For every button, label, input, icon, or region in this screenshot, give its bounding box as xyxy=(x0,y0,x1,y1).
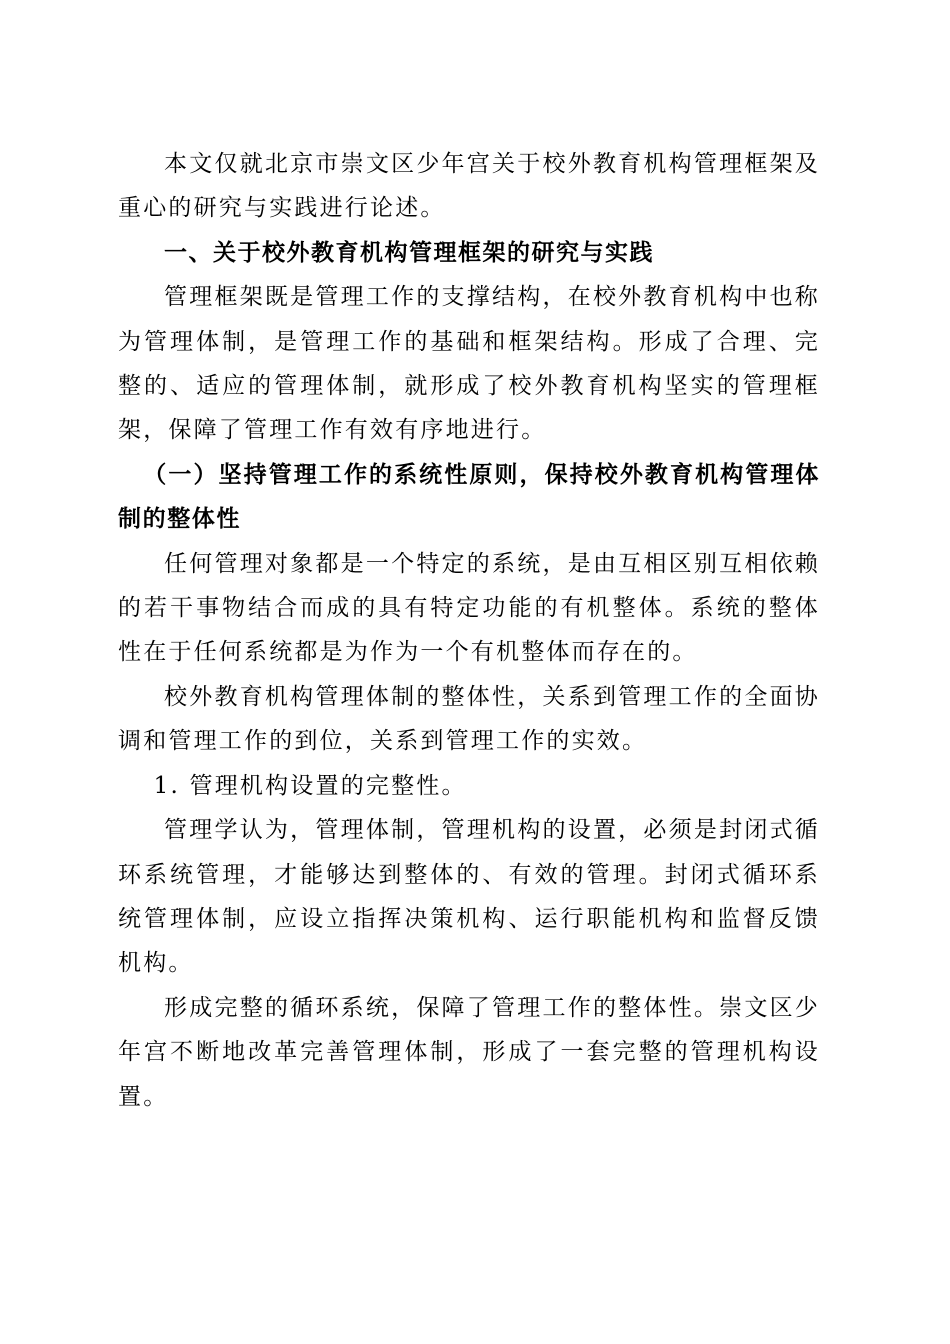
numbered-item-1: 1. 管理机构设置的完整性。 xyxy=(153,772,467,799)
body-paragraph: 校外教育机构管理体制的整体性，关系到管理工作的全面协调和管理工作的到位，关系到管理工作的实效。 xyxy=(118,683,820,755)
document-page xyxy=(118,142,820,1119)
intro-paragraph: 本文仅就北京市崇文区少年宫关于校外教育机构管理框架及重心的研究与实践进行论述。 xyxy=(118,151,820,222)
body-paragraph: 任何管理对象都是一个特定的系统，是由互相区别互相依赖的若干事物结合而成的具有特定功能的有机整体。系统的整体性在于任何系统都是为作为一个有机整体而存在的。 xyxy=(118,550,820,666)
body-paragraph: 管理框架既是管理工作的支撑结构，在校外教育机构中也称为管理体制，是管理工作的基础和框架结构。形成了合理、完整的、适应的管理体制，就形成了校外教育机构坚实的管理框架，保障了管理工作有效有序地进行。 xyxy=(118,284,820,444)
body-paragraph: 管理学认为，管理体制，管理机构的设置，必须是封闭式循环系统管理，才能够达到整体的、有效的管理。封闭式循环系统管理体制，应设立指挥决策机构、运行职能机构和监督反馈机构。 xyxy=(118,817,820,977)
subsection-heading-1: （一）坚持管理工作的系统性原则，保持校外教育机构管理体制的整体性 xyxy=(118,460,820,533)
body-paragraph: 形成完整的循环系统，保障了管理工作的整体性。崇文区少年宫不断地改革完善管理体制，形成了一套完整的管理机构设置。 xyxy=(118,994,820,1110)
section-heading-1: 一、关于校外教育机构管理框架的研究与实践 xyxy=(164,238,654,266)
